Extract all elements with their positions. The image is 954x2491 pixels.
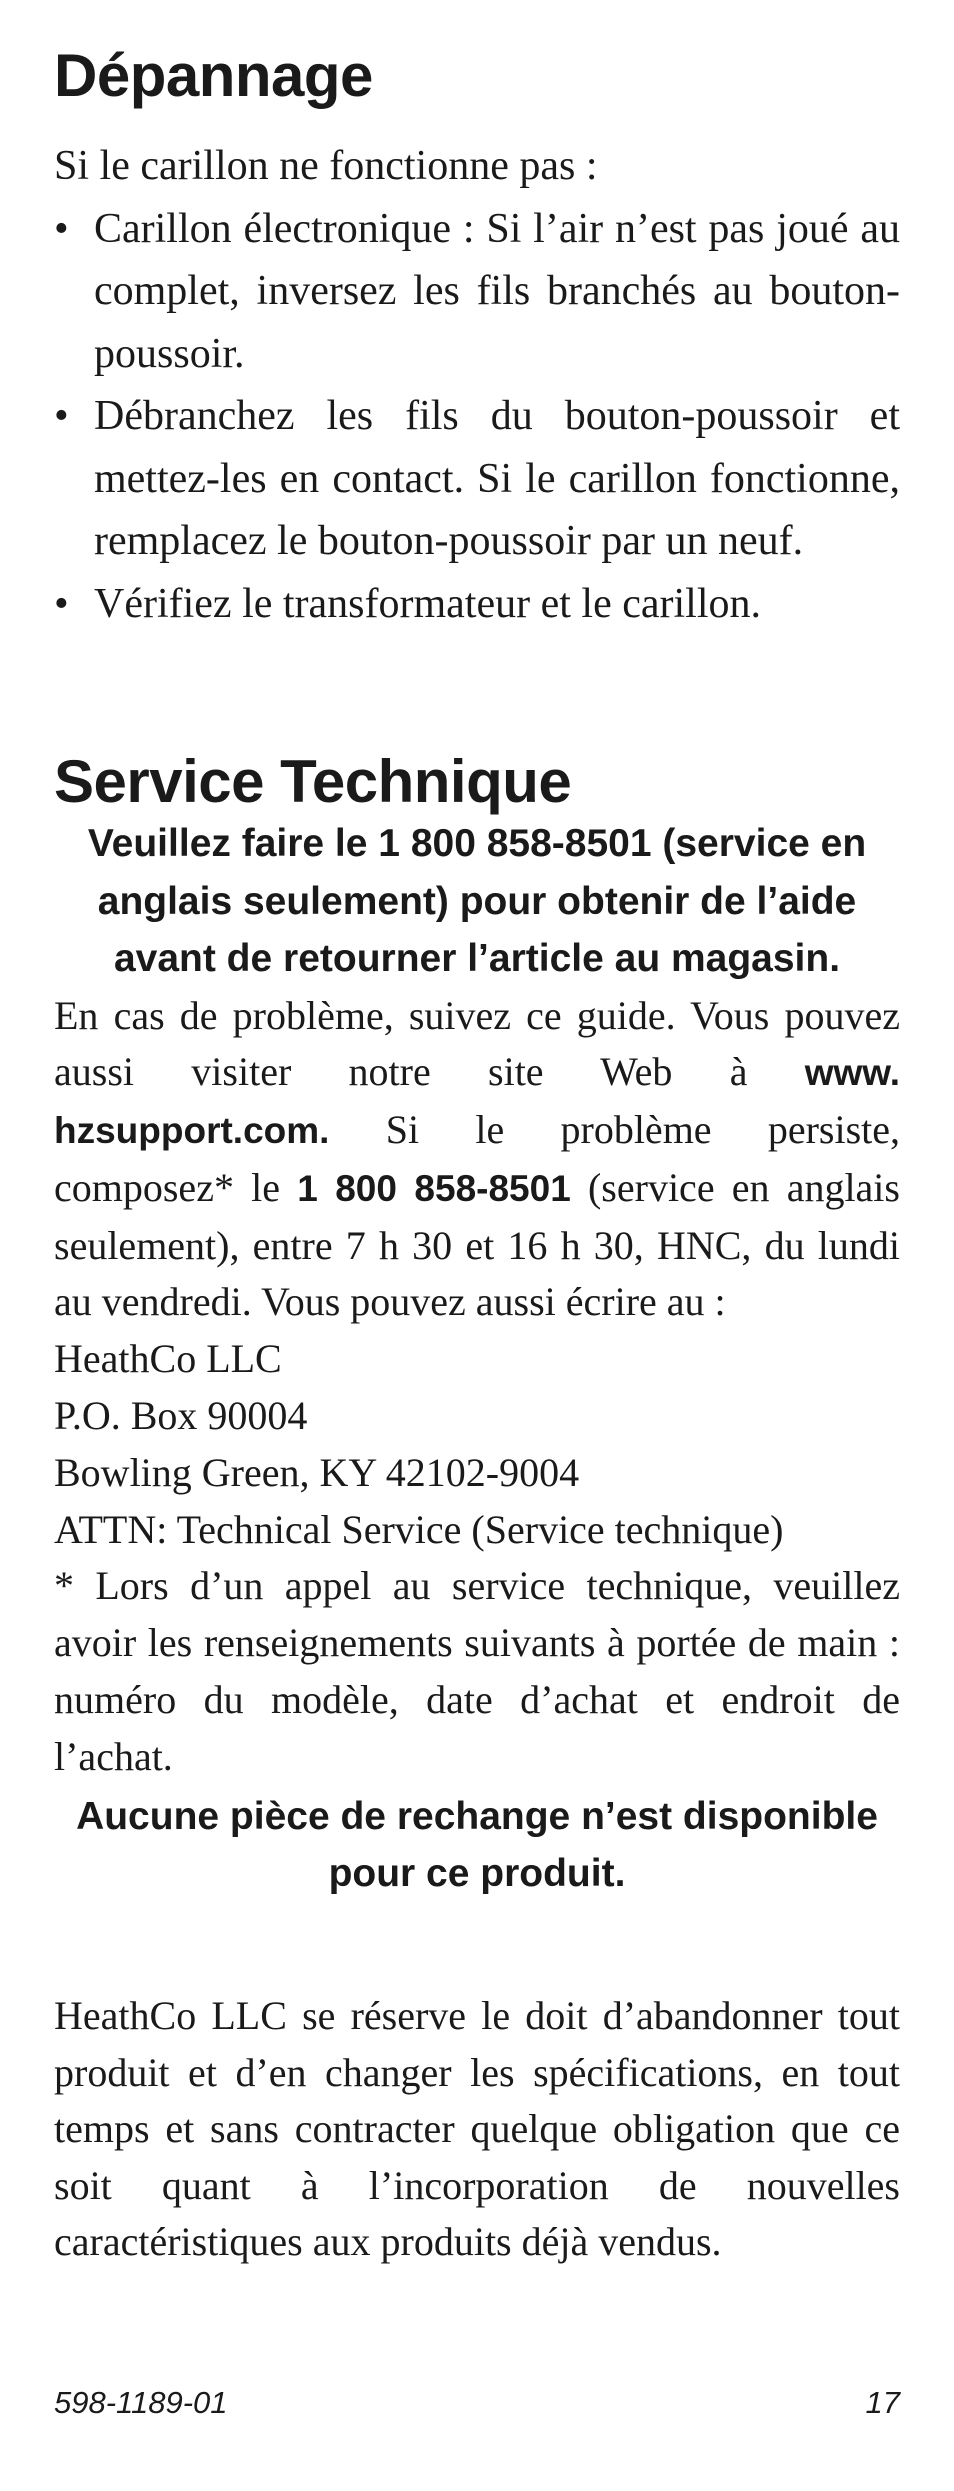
troubleshooting-item-text: Carillon électronique : Si l’air n’est pas joué au complet, inversez les fils branchés au bouton-poussoir. <box>94 205 900 377</box>
website-link[interactable]: www. hzsupport.com. <box>54 1052 900 1152</box>
service-heading: Service Technique <box>54 748 572 815</box>
bullet-icon: • <box>54 205 69 252</box>
phone-number: 1 800 858-8501 <box>297 1167 571 1209</box>
service-text-2: Si le problème persiste, composez* le <box>54 1107 901 1210</box>
bullet-icon: • <box>54 580 69 627</box>
no-parts-notice: Aucune pièce de rechange n’est disponible pour ce produit. <box>76 1794 878 1896</box>
troubleshooting-item-text: Débranchez les fils du bouton-poussoir et mettez-les en contact. Si le carillon fonctionne, remplacez le bouton-poussoir par un neuf. <box>94 393 900 564</box>
address-line: Bowling Green, KY 42102-9004 <box>54 1449 580 1495</box>
service-text-1: En cas de problème, suivez ce guide. Vous pouvez aussi visiter notre site Web à <box>54 992 900 1095</box>
address-line: ATTN: Technical Service (Service technique) <box>54 1506 784 1552</box>
troubleshooting-list <box>54 198 900 636</box>
mailing-address <box>54 1331 900 1558</box>
address-line: P.O. Box 90004 <box>54 1393 308 1439</box>
service-text-3: (service en anglais seulement), entre 7 h 30 et 16 h 30, HNC, du lundi au vendredi. Vous pouvez aussi écrire au : <box>54 1164 900 1325</box>
bullet-icon: • <box>54 393 69 439</box>
troubleshooting-section <box>54 135 900 635</box>
address-line: HeathCo LLC <box>54 1336 282 1382</box>
service-note: * Lors d’un appel au service technique, veuillez avoir les renseignements suivants à portée de main : numéro du modèle, date d’achat et endroit de l’achat. <box>54 1563 900 1779</box>
troubleshooting-intro: Si le carillon ne fonctionne pas : <box>54 143 598 189</box>
troubleshooting-item-text: Vérifiez le transformateur et le carillon. <box>94 580 761 627</box>
list-item <box>54 385 900 573</box>
service-callout: Veuillez faire le 1 800 858-8501 (service en anglais seulement) pour obtenir de l’aide avant de retourner l’article au magasin. <box>87 822 867 980</box>
list-item <box>54 198 900 386</box>
troubleshooting-heading: Dépannage <box>54 42 373 109</box>
service-paragraph <box>54 988 900 1332</box>
list-item <box>54 573 900 636</box>
disclaimer-paragraph: HeathCo LLC se réserve le doit d’abandonner tout produit et d’en changer les spécifications, en tout temps et sans contracter quelque obligation que ce soit quant à l’incorporation de nouvelles caractéristiques aux produits déjà vendus. <box>54 1993 900 2264</box>
service-section <box>54 815 900 1903</box>
page-number: 17 <box>865 2385 900 2420</box>
document-number: 598-1189-01 <box>54 2385 228 2420</box>
page-footer <box>54 2385 900 2421</box>
